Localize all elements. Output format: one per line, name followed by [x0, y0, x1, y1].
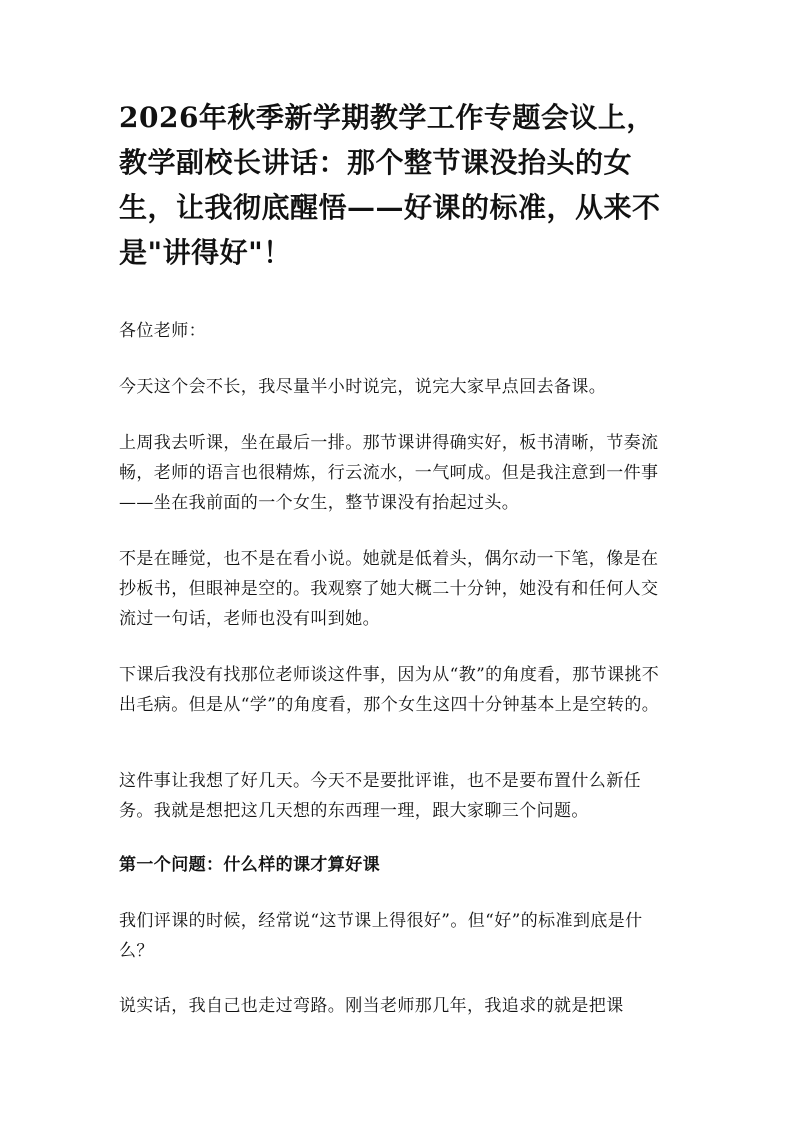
- paragraph: 今天这个会不长，我尽量半小时说完，说完大家早点回去备课。: [119, 377, 607, 397]
- salutation: 各位老师：: [119, 321, 206, 341]
- document-title: 2026年秋季新学期教学工作专题会议上，教学副校长讲话：那个整节课没抬头的女生，让我彻底醒悟——好课的标准，从来不是"讲得好"！: [119, 101, 661, 269]
- paragraph: 不是在睡觉，也不是在看小说。她就是低着头，偶尔动一下笔，像是在抄板书，但眼神是空的。我观察了她大概二十分钟，她没有和任何人交流过一句话，老师也没有叫到她。: [119, 549, 659, 629]
- paragraph: 上周我去听课，坐在最后一排。那节课讲得确实好，板书清晰，节奏流畅，老师的语言也很精炼，行云流水，一气呵成。但是我注意到一件事——坐在我前面的一个女生，整节课没有抬起过头。: [119, 433, 659, 513]
- paragraph: 这件事让我想了好几天。今天不是要批评谁，也不是要布置什么新任务。我就是想把这几天想的东西理一理，跟大家聊三个问题。: [119, 771, 641, 821]
- section-heading: 第一个问题：什么样的课才算好课: [119, 855, 380, 875]
- paragraph: 下课后我没有找那位老师谈这件事，因为从“教”的角度看，那节课挑不出毛病。但是从“学”的角度看，那个女生这四十分钟基本上是空转的。: [119, 665, 660, 715]
- paragraph: 我们评课的时候，经常说“这节课上得很好”。但“好”的标准到底是什么？: [119, 911, 643, 961]
- paragraph: 说实话，我自己也走过弯路。刚当老师那几年，我追求的就是把课: [119, 996, 624, 1016]
